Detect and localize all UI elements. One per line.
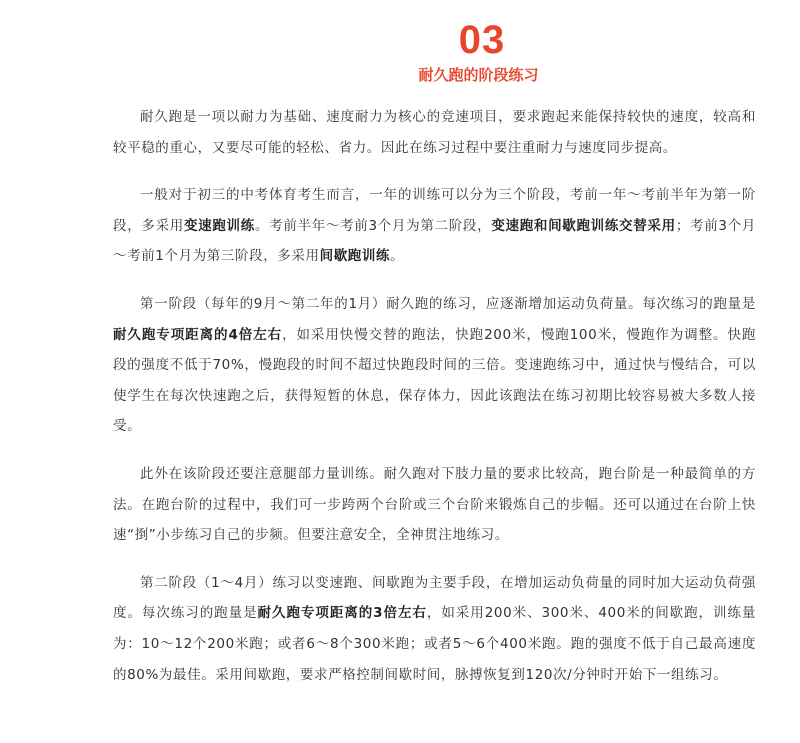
paragraph-intro — [113, 102, 756, 163]
paragraph-stage-one — [113, 289, 756, 442]
emphasis-text: 间歇跑训练 — [319, 248, 391, 265]
emphasis-text: 变速跑和间歇跑训练交替采用 — [491, 217, 676, 234]
paragraph-text: 。 — [390, 248, 405, 265]
paragraph-leg-strength — [113, 459, 756, 551]
paragraph-training-stages — [113, 180, 756, 272]
paragraph-text: 。考前半年～考前3个月为第二阶段， — [254, 217, 492, 234]
section-number: 03 — [458, 18, 506, 62]
paragraph-text: 第一阶段（每年的9月～第二年的1月）耐久跑的练习，应逐渐增加运动负荷量。每次练习的跑量是 — [140, 295, 756, 312]
emphasis-text: 耐久跑专项距离的3倍左右 — [257, 605, 427, 622]
paragraph-text: 耐久跑是一项以耐力为基础、速度耐力为核心的竞速项目，要求跑起来能保持较快的速度，较高和较平稳的重心，又要尽可能的轻松、省力。因此在练习过程中要注重耐力与速度同步提高。 — [113, 109, 756, 156]
paragraph-text: 一般对于初三的中考体育考生而言，一年的训练可以分为三个阶段，考前一年～考前半年为第一阶段，多采用 — [113, 187, 756, 234]
paragraph-stage-two — [113, 568, 756, 690]
paragraph-text: 此外在该阶段还要注意腿部力量训练。耐久跑对下肢力量的要求比较高，跑台阶是一种最简单的方法。在跑台阶的过程中，我们可一步跨两个台阶或三个台阶来锻炼自己的步幅。还可以通过在台阶上快速“捯”小步练习自己的步频。但要注意安全，全神贯注地练习。 — [113, 465, 756, 544]
section-title: 耐久跑的阶段练习 — [418, 66, 539, 84]
emphasis-text: 耐久跑专项距离的4倍左右 — [113, 326, 283, 343]
paragraph-text: ，如采用快慢交替的跑法，快跑200米，慢跑100米，慢跑作为调整。快跑段的强度不低于70%，慢跑段的时间不超过快跑段时间的三倍。变速跑练习中，通过快与慢结合，可以使学生在每次快速跑之后，获得短暂的休息，保存体力，因此该跑法在练习初期比较容易被大多数人接受。 — [113, 326, 756, 435]
paragraph-text: 第二阶段（1～4月）练习以变速跑、间歇跑为主要手段，在增加运动负荷量的同时加大运动负荷强度。每次练习的跑量是 — [113, 574, 756, 622]
paragraph-text: ；考前3个月～考前1个月为第三阶段，多采用 — [113, 217, 756, 265]
emphasis-text: 变速跑训练 — [183, 217, 255, 234]
paragraph-text: ，如采用200米、300米、400米的间歇跑，训练量为：10～12个200米跑；或者6～8个300米跑；或者5～6个400米跑。跑的强度不低于自己最高速度的80%为最佳。采用间歇跑，要求严格控制间歇时间，脉搏恢复到120次/分钟时开始下一组练习。 — [113, 605, 757, 683]
article-page — [0, 20, 800, 743]
